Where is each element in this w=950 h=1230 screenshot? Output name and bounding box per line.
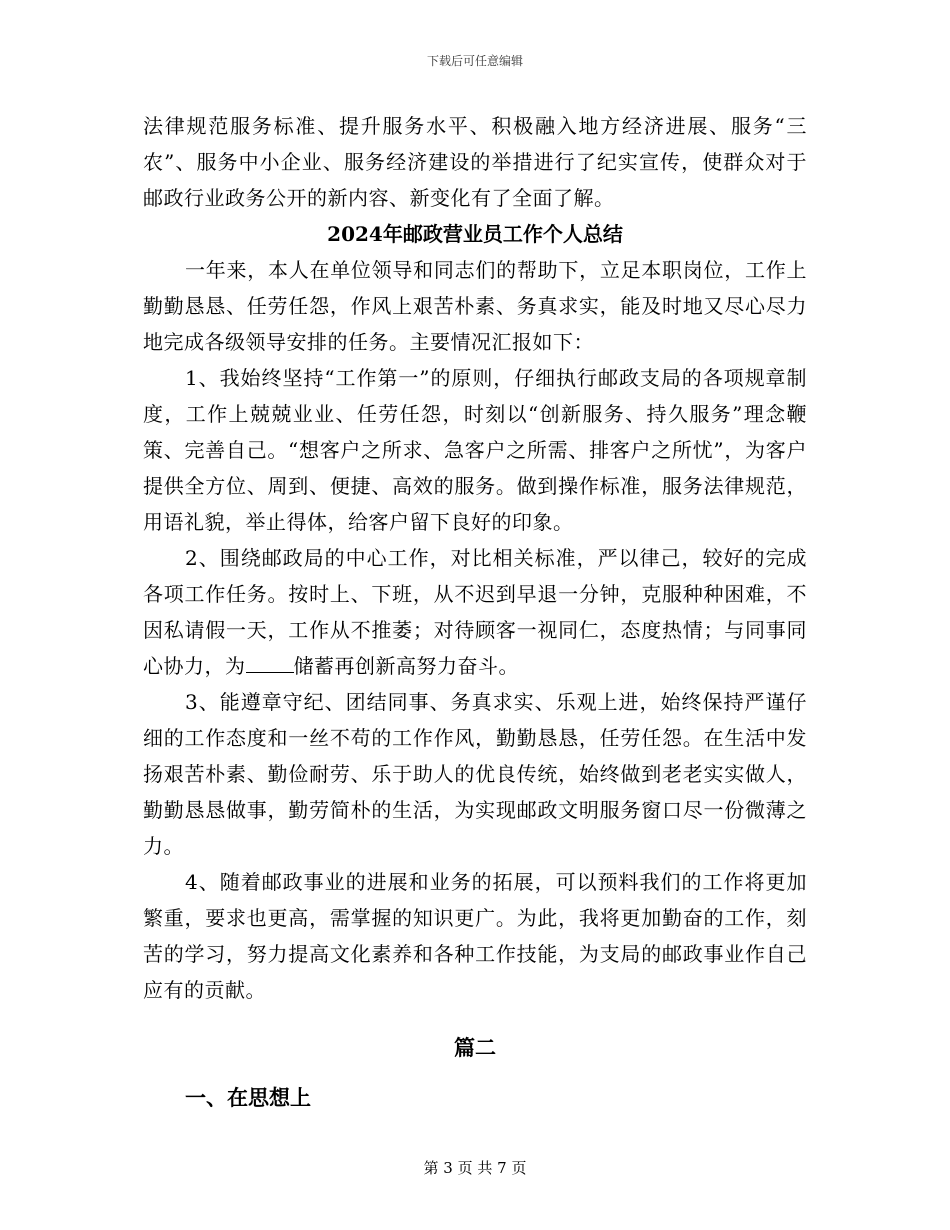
section-heading: 一、在思想上: [185, 1085, 311, 1110]
fill-in-blank: [246, 654, 294, 673]
paragraph-3-text-b: 储蓄再创新高努力奋斗。: [293, 654, 519, 678]
paragraph-5: 4、随着邮政事业的进展和业务的拓展，可以预料我们的工作将更加繁重，要求也更高，需掌握的知识更广。为此，我将更加勤奋的工作，刻苦的学习，努力提高文化素养和各种工作技能，为支局的邮政事业作自己应有的贡献。: [143, 870, 807, 1002]
page-header: 下载后可任意编辑: [426, 54, 523, 68]
paragraph-3-text-a: 2、围绕邮政局的中心工作，对比相关标准，严以律己，较好的完成各项工作任务。按时上、下班，从不迟到早退一分钟，克服种种困难，不因私请假一天，工作从不推萎；对待顾客一视同仁，态度热情；与同事同心协力，为: [143, 546, 807, 678]
page-footer: 第 3 页 共 7 页: [423, 1159, 527, 1177]
intro-paragraph: 法律规范服务标准、提升服务水平、积极融入地方经济进展、服务“三农”、服务中小企业、服务经济建设的举措进行了纪实宣传，使群众对于邮政行业政务公开的新内容、新变化有了全面了解。: [143, 114, 807, 210]
paragraph-4: 3、能遵章守纪、团结同事、务真求实、乐观上进，始终保持严谨仔细的工作态度和一丝不苟的工作作风，勤勤恳恳，任劳任怨。在生活中发扬艰苦朴素、勤俭耐劳、乐于助人的优良传统，始终做到老老实实做人，勤勤恳恳做事，勤劳简朴的生活，为实现邮政文明服务窗口尽一份微薄之力。: [143, 690, 807, 858]
paragraph-2: 1、我始终坚持“工作第一”的原则，仔细执行邮政支局的各项规章制度，工作上兢兢业业、任劳任怨，时刻以“创新服务、持久服务”理念鞭策、完善自己。“想客户之所求、急客户之所需、排客户之所忧”，为客户提供全方位、周到、便捷、高效的服务。做到操作标准，服务法律规范，用语礼貌，举止得体，给客户留下良好的印象。: [143, 366, 807, 534]
document-body: [143, 108, 807, 1116]
paragraph-3: [143, 540, 807, 684]
paragraph-1: 一年来，本人在单位领导和同志们的帮助下，立足本职岗位，工作上勤勤恳恳、任劳任怨，作风上艰苦朴素、务真求实，能及时地又尽心尽力地完成各级领导安排的任务。主要情况汇报如下：: [143, 258, 807, 354]
document-title: 2024年邮政营业员工作个人总结: [327, 222, 623, 246]
section-title: 篇二: [454, 1035, 496, 1060]
